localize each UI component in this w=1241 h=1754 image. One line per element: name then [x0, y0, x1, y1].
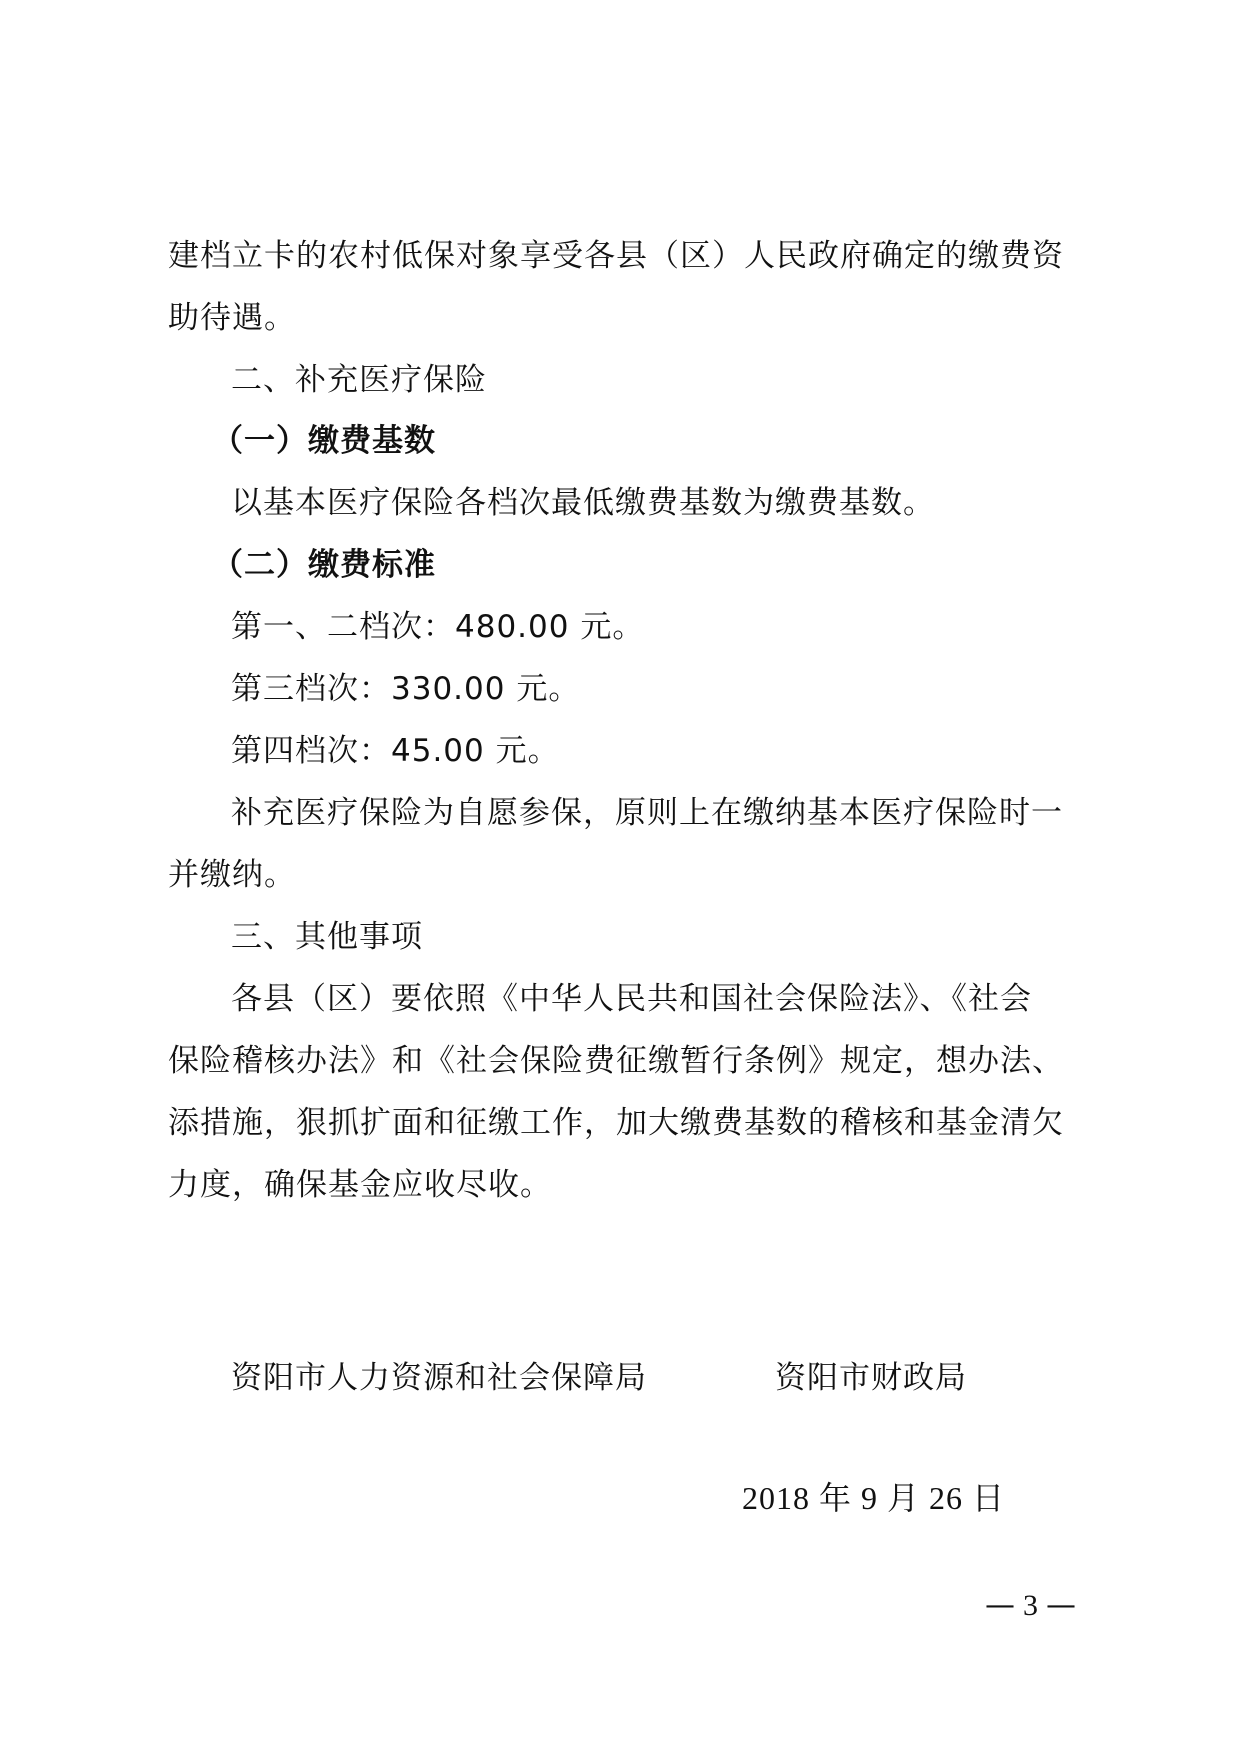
para-line: 以基本医疗保险各档次最低缴费基数为缴费基数。 — [231, 485, 935, 521]
para-line: 补充医疗保险为自愿参保，原则上在缴纳基本医疗保险时一 — [231, 795, 1063, 831]
fee-tier-line: 第一、二档次：480.00 元。 — [231, 609, 645, 645]
para-line: 各县（区）要依照《中华人民共和国社会保险法》、《社会 — [231, 981, 1032, 1017]
section-heading: 三、其他事项 — [231, 919, 423, 955]
subsection-heading: （一）缴费基数 — [212, 423, 436, 459]
para-line: 建档立卡的农村低保对象享受各县（区）人民政府确定的缴费资 — [168, 238, 1064, 274]
subsection-heading: （二）缴费标准 — [212, 547, 436, 583]
page-dash-right: — — [1046, 1588, 1076, 1623]
signature-org-finance: 资阳市财政局 — [775, 1360, 967, 1396]
para-line: 力度，确保基金应收尽收。 — [168, 1167, 552, 1203]
page-dash-left: — — [985, 1588, 1015, 1623]
para-line: 并缴纳。 — [168, 857, 296, 893]
para-line: 保险稽核办法》和《社会保险费征缴暂行条例》规定，想办法、 — [168, 1043, 1064, 1079]
para-line: 添措施，狠抓扩面和征缴工作，加大缴费基数的稽核和基金清欠 — [168, 1105, 1064, 1141]
signature-date: 2018 年 9 月 26 日 — [742, 1480, 1006, 1516]
fee-tier-line: 第三档次：330.00 元。 — [231, 671, 581, 707]
page-number — [985, 1586, 1076, 1626]
page-number-value: 3 — [1023, 1589, 1038, 1622]
para-line: 助待遇。 — [168, 300, 296, 336]
signature-org-hr: 资阳市人力资源和社会保障局 — [231, 1360, 647, 1396]
fee-tier-line: 第四档次：45.00 元。 — [231, 733, 560, 769]
section-heading: 二、补充医疗保险 — [231, 362, 487, 398]
